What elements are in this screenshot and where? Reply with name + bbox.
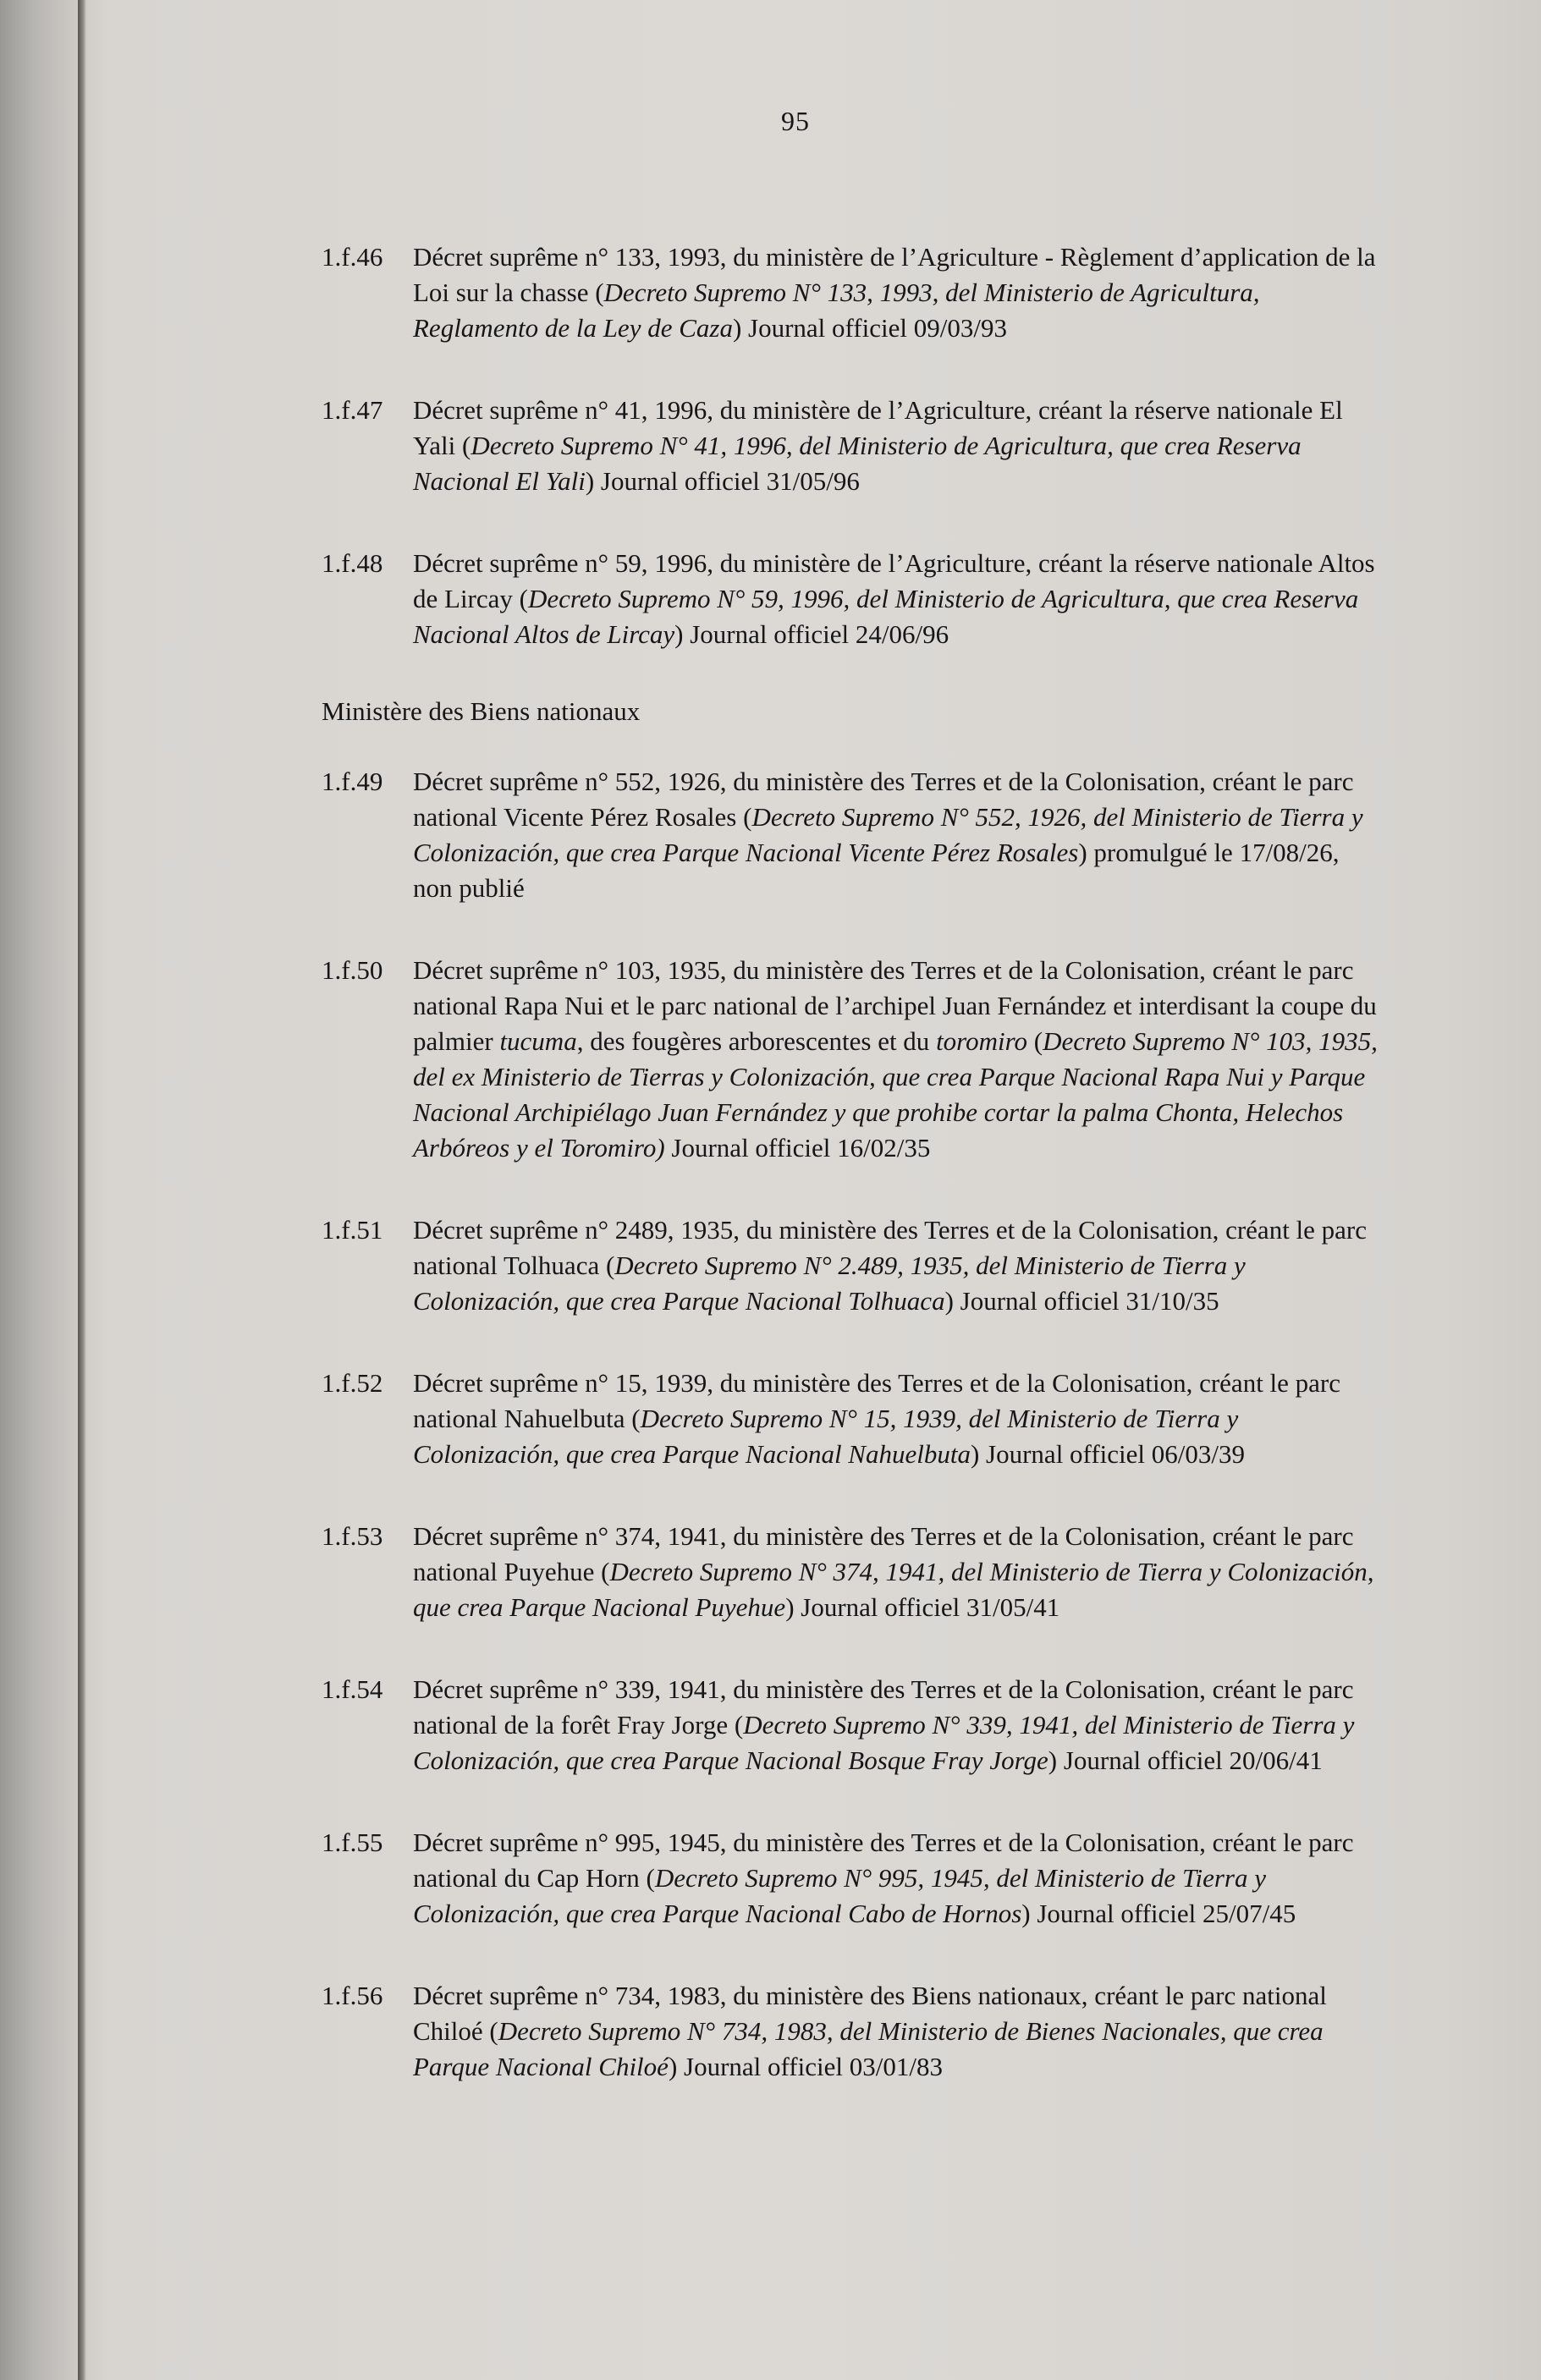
entry-text — [413, 1212, 1379, 1319]
entry-text-plain: Décret suprême n° 41, 1996, du ministère de l’Agriculture, créant la réserve nationale El Yali ( — [413, 395, 1343, 460]
spanish-reference: Decreto Supremo N° 552, 1926, del Ministerio de Tierra y Colonización, que crea Parque Nacional Vicente Pérez Rosales — [413, 802, 1363, 867]
entry-number: 1.f.55 — [322, 1828, 383, 1857]
entry-text-journal: ) Journal officiel 20/06/41 — [1048, 1745, 1323, 1775]
species-name: tucuma — [499, 1026, 577, 1056]
entry-text-journal: ) Journal officiel 24/06/96 — [674, 619, 949, 649]
spanish-reference: Decreto Supremo N° 995, 1945, del Ministerio de Tierra y Colonización, que crea Parque Nacional Cabo de Hornos — [413, 1863, 1266, 1928]
decree-entry — [322, 393, 1379, 499]
entry-text-plain: Décret suprême n° 133, 1993, du ministère de l’Agriculture - Règlement d’application de la Loi sur la chasse ( — [413, 242, 1376, 307]
section-heading: Ministère des Biens nationaux — [322, 696, 641, 726]
entry-text-journal: ) Journal officiel 25/07/45 — [1021, 1899, 1296, 1928]
entry-text — [413, 1672, 1379, 1778]
entry-text-journal: ) Journal officiel 03/01/83 — [668, 2052, 943, 2081]
entry-text-journal: ) Journal officiel 31/05/41 — [785, 1592, 1060, 1622]
entry-number: 1.f.53 — [322, 1521, 383, 1551]
entry-text-journal: Journal officiel 16/02/35 — [664, 1133, 931, 1163]
spanish-reference: Decreto Supremo N° 133, 1993, del Ministerio de Agricultura, Reglamento de la Ley de Caza — [413, 278, 1260, 343]
entry-text — [413, 953, 1379, 1166]
entry-text-plain: Décret suprême n° 2489, 1935, du ministère des Terres et de la Colonisation, créant le parc national Tolhuaca ( — [413, 1215, 1368, 1280]
decree-entry — [322, 1212, 1379, 1319]
entry-number: 1.f.51 — [322, 1215, 383, 1245]
entry-text — [413, 239, 1379, 346]
entry-number: 1.f.54 — [322, 1674, 383, 1704]
spanish-reference: Decreto Supremo N° 59, 1996, del Ministerio de Agricultura, que crea Reserva Nacional Altos de Lircay — [413, 584, 1359, 649]
entry-text-plain: Décret suprême n° 59, 1996, du ministère de l’Agriculture, créant la réserve nationale Altos de Lircay ( — [413, 548, 1375, 613]
entry-text — [413, 1366, 1379, 1472]
decree-entry — [322, 1366, 1379, 1472]
entry-text-plain: ( — [1027, 1026, 1043, 1056]
page-content — [322, 239, 1379, 2131]
entry-text — [413, 1519, 1379, 1625]
entry-text-journal: ) Journal officiel 09/03/93 — [732, 313, 1007, 343]
species-name: toromiro — [936, 1026, 1028, 1056]
entry-number: 1.f.52 — [322, 1368, 383, 1398]
entry-number: 1.f.47 — [322, 395, 383, 425]
entry-text-plain: Décret suprême n° 103, 1935, du ministère des Terres et de la Colonisation, créant le parc national Rapa Nui et le parc national de l’archipel Juan Fernández et interdisant la coupe du palmier — [413, 955, 1377, 1056]
entry-text — [413, 764, 1379, 906]
decree-entry — [322, 953, 1379, 1166]
book-gutter-shadow — [78, 0, 86, 2380]
decree-entry — [322, 546, 1379, 652]
entry-text-plain: , des fougères arborescentes et du — [576, 1026, 937, 1056]
spanish-reference: Decreto Supremo N° 374, 1941, del Ministerio de Tierra y Colonización, que crea Parque Nacional Puyehue — [413, 1557, 1374, 1622]
entry-text-plain: Décret suprême n° 552, 1926, du ministère des Terres et de la Colonisation, créant le parc national Vicente Pérez Rosales ( — [413, 767, 1354, 832]
entry-text-journal: ) Journal officiel 31/10/35 — [944, 1286, 1219, 1316]
entry-text — [413, 1978, 1379, 2085]
spanish-reference: Decreto Supremo N° 15, 1939, del Ministerio de Tierra y Colonización, que crea Parque Nacional Nahuelbuta — [413, 1404, 1239, 1469]
decree-entry — [322, 764, 1379, 906]
spanish-reference: Decreto Supremo N° 2.489, 1935, del Ministerio de Tierra y Colonización, que crea Parque Nacional Tolhuaca — [413, 1250, 1246, 1316]
decree-entry — [322, 239, 1379, 346]
entry-text — [413, 393, 1379, 499]
entry-number: 1.f.46 — [322, 242, 383, 272]
entry-number: 1.f.48 — [322, 548, 383, 578]
entry-number: 1.f.50 — [322, 955, 383, 985]
entry-text-plain: Décret suprême n° 734, 1983, du ministère des Biens nationaux, créant le parc national Chiloé ( — [413, 1981, 1327, 2046]
entry-number: 1.f.56 — [322, 1981, 383, 2010]
decree-entry — [322, 1978, 1379, 2085]
entry-text-journal: ) Journal officiel 31/05/96 — [585, 466, 860, 496]
entry-text-plain: Décret suprême n° 15, 1939, du ministère des Terres et de la Colonisation, créant le parc national Nahuelbuta ( — [413, 1368, 1341, 1433]
entry-text-plain: Décret suprême n° 339, 1941, du ministère des Terres et de la Colonisation, créant le parc national de la forêt Fray Jorge ( — [413, 1674, 1354, 1740]
spanish-reference: Decreto Supremo N° 734, 1983, del Ministerio de Bienes Nacionales, que crea Parque Nacional Chiloé — [413, 2016, 1324, 2081]
page-number: 95 — [781, 106, 810, 136]
decree-entry — [322, 1672, 1379, 1778]
spanish-reference: Decreto Supremo N° 41, 1996, del Ministerio de Agricultura, que crea Reserva Nacional El Yali — [413, 431, 1302, 496]
decree-entry — [322, 1825, 1379, 1932]
entry-text-journal: ) Journal officiel 06/03/39 — [970, 1439, 1245, 1469]
decree-entry — [322, 1519, 1379, 1625]
entry-text — [413, 546, 1379, 652]
entry-number: 1.f.49 — [322, 767, 383, 796]
entry-text-plain: Décret suprême n° 995, 1945, du ministère des Terres et de la Colonisation, créant le parc national du Cap Horn ( — [413, 1828, 1354, 1893]
entry-text-plain: Décret suprême n° 374, 1941, du ministère des Terres et de la Colonisation, créant le parc national Puyehue ( — [413, 1521, 1354, 1586]
spanish-reference: Decreto Supremo N° 103, 1935, del ex Ministerio de Tierras y Colonización, que crea Parque Nacional Rapa Nui y Parque Nacional Archipiélago Juan Fernández y que prohibe cortar la palma Chonta, Helechos Arbóreos y el Toromiro) — [413, 1026, 1378, 1163]
entry-text — [413, 1825, 1379, 1932]
entry-text-journal: ) promulgué le 17/08/26, non publié — [413, 838, 1340, 903]
spanish-reference: Decreto Supremo N° 339, 1941, del Ministerio de Tierra y Colonización, que crea Parque Nacional Bosque Fray Jorge — [413, 1710, 1355, 1775]
